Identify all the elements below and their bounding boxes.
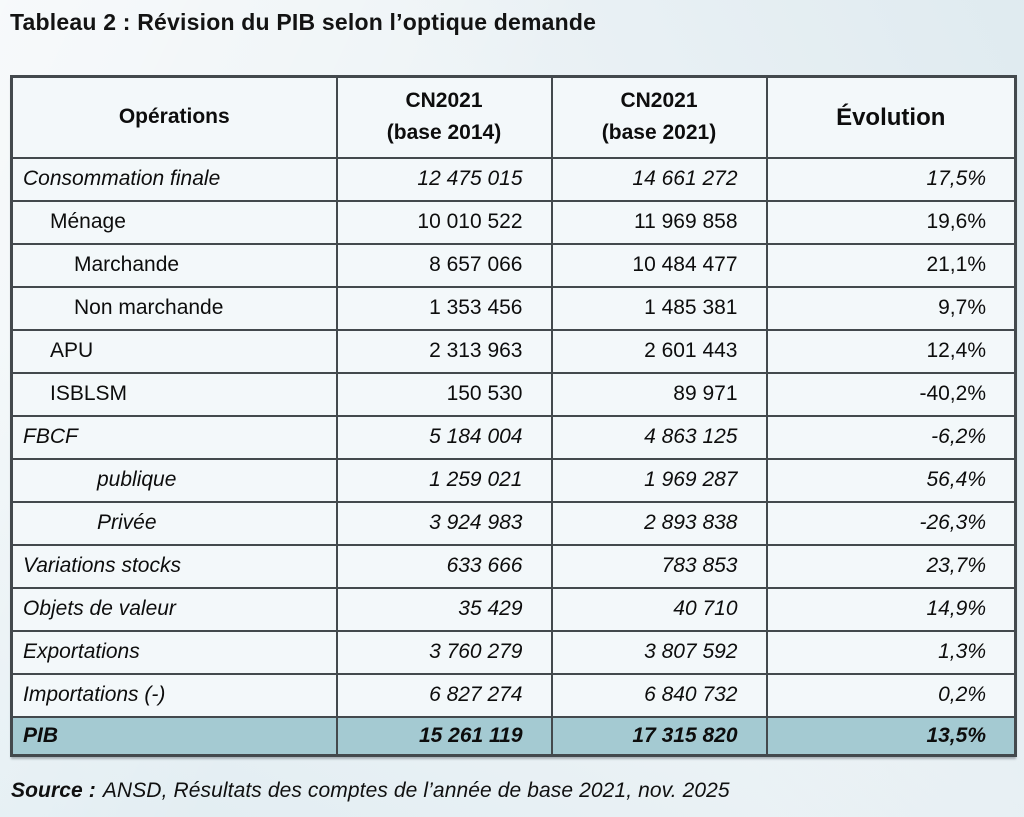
table-row — [12, 373, 1016, 416]
value-base-2021: 40 710 — [552, 588, 767, 631]
header-evolution: Évolution — [767, 77, 1016, 158]
value-base-2014: 1 353 456 — [337, 287, 552, 330]
value-base-2014: 8 657 066 — [337, 244, 552, 287]
value-base-2021: 2 601 443 — [552, 330, 767, 373]
table-row — [12, 330, 1016, 373]
value-base-2014: 3 924 983 — [337, 502, 552, 545]
evolution-value: 9,7% — [767, 287, 1016, 330]
table-row — [12, 502, 1016, 545]
header-row — [12, 77, 1016, 158]
value-base-2014: 6 827 274 — [337, 674, 552, 717]
table-row — [12, 588, 1016, 631]
table-title: Tableau 2 : Révision du PIB selon l’optique demande — [10, 9, 597, 35]
evolution-value: 21,1% — [767, 244, 1016, 287]
value-base-2014: 633 666 — [337, 545, 552, 588]
value-base-2014: 1 259 021 — [337, 459, 552, 502]
header-cn2021-base2021-line1: CN2021 — [620, 88, 698, 112]
operation-label: publique — [12, 459, 337, 502]
header-cn2021-base2014 — [337, 77, 552, 158]
operation-label: Importations (-) — [12, 674, 337, 717]
value-base-2021: 2 893 838 — [552, 502, 767, 545]
evolution-value: 19,6% — [767, 201, 1016, 244]
operation-label: Non marchande — [12, 287, 337, 330]
operation-label: APU — [12, 330, 337, 373]
header-operations: Opérations — [12, 77, 337, 158]
header-cn2021-base2021 — [552, 77, 767, 158]
value-base-2021: 1 969 287 — [552, 459, 767, 502]
source-note — [11, 779, 730, 803]
value-base-2014: 3 760 279 — [337, 631, 552, 674]
value-base-2014: 12 475 015 — [337, 158, 552, 201]
evolution-value: 12,4% — [767, 330, 1016, 373]
source-text: ANSD, Résultats des comptes de l’année de base 2021, nov. 2025 — [102, 779, 730, 802]
operation-label: FBCF — [12, 416, 337, 459]
evolution-value: 56,4% — [767, 459, 1016, 502]
value-base-2014: 5 184 004 — [337, 416, 552, 459]
header-cn2021-base2021-line2: (base 2021) — [601, 121, 717, 145]
total-row-pib — [12, 717, 1016, 756]
value-base-2021: 11 969 858 — [552, 201, 767, 244]
evolution-value: 13,5% — [767, 717, 1016, 756]
operation-label: Variations stocks — [12, 545, 337, 588]
table-row — [12, 674, 1016, 717]
evolution-value: 14,9% — [767, 588, 1016, 631]
evolution-value: 17,5% — [767, 158, 1016, 201]
value-base-2014: 150 530 — [337, 373, 552, 416]
value-base-2021: 4 863 125 — [552, 416, 767, 459]
value-base-2021: 3 807 592 — [552, 631, 767, 674]
table-row — [12, 287, 1016, 330]
header-cn2021-base2014-line1: CN2021 — [405, 88, 483, 112]
operation-label: Objets de valeur — [12, 588, 337, 631]
table-row — [12, 244, 1016, 287]
operation-label: ISBLSM — [12, 373, 337, 416]
table-row — [12, 416, 1016, 459]
source-label: Source : — [11, 779, 96, 802]
evolution-value: 1,3% — [767, 631, 1016, 674]
evolution-value: -40,2% — [767, 373, 1016, 416]
value-base-2021: 783 853 — [552, 545, 767, 588]
table-row — [12, 459, 1016, 502]
operation-label: Exportations — [12, 631, 337, 674]
value-base-2021: 17 315 820 — [552, 717, 767, 756]
value-base-2021: 14 661 272 — [552, 158, 767, 201]
evolution-value: 0,2% — [767, 674, 1016, 717]
table-row — [12, 201, 1016, 244]
header-cn2021-base2014-line2: (base 2014) — [386, 121, 502, 145]
value-base-2021: 1 485 381 — [552, 287, 767, 330]
pib-revision-table — [10, 75, 1017, 757]
value-base-2014: 35 429 — [337, 588, 552, 631]
table-row — [12, 631, 1016, 674]
operation-label: Consommation finale — [12, 158, 337, 201]
value-base-2014: 10 010 522 — [337, 201, 552, 244]
evolution-value: -6,2% — [767, 416, 1016, 459]
value-base-2014: 2 313 963 — [337, 330, 552, 373]
operation-label: Privée — [12, 502, 337, 545]
value-base-2014: 15 261 119 — [337, 717, 552, 756]
evolution-value: -26,3% — [767, 502, 1016, 545]
evolution-value: 23,7% — [767, 545, 1016, 588]
value-base-2021: 6 840 732 — [552, 674, 767, 717]
table-body — [12, 158, 1016, 756]
value-base-2021: 10 484 477 — [552, 244, 767, 287]
table-row — [12, 545, 1016, 588]
operation-label: Ménage — [12, 201, 337, 244]
table-row — [12, 158, 1016, 201]
value-base-2021: 89 971 — [552, 373, 767, 416]
operation-label: Marchande — [12, 244, 337, 287]
operation-label: PIB — [12, 717, 337, 756]
